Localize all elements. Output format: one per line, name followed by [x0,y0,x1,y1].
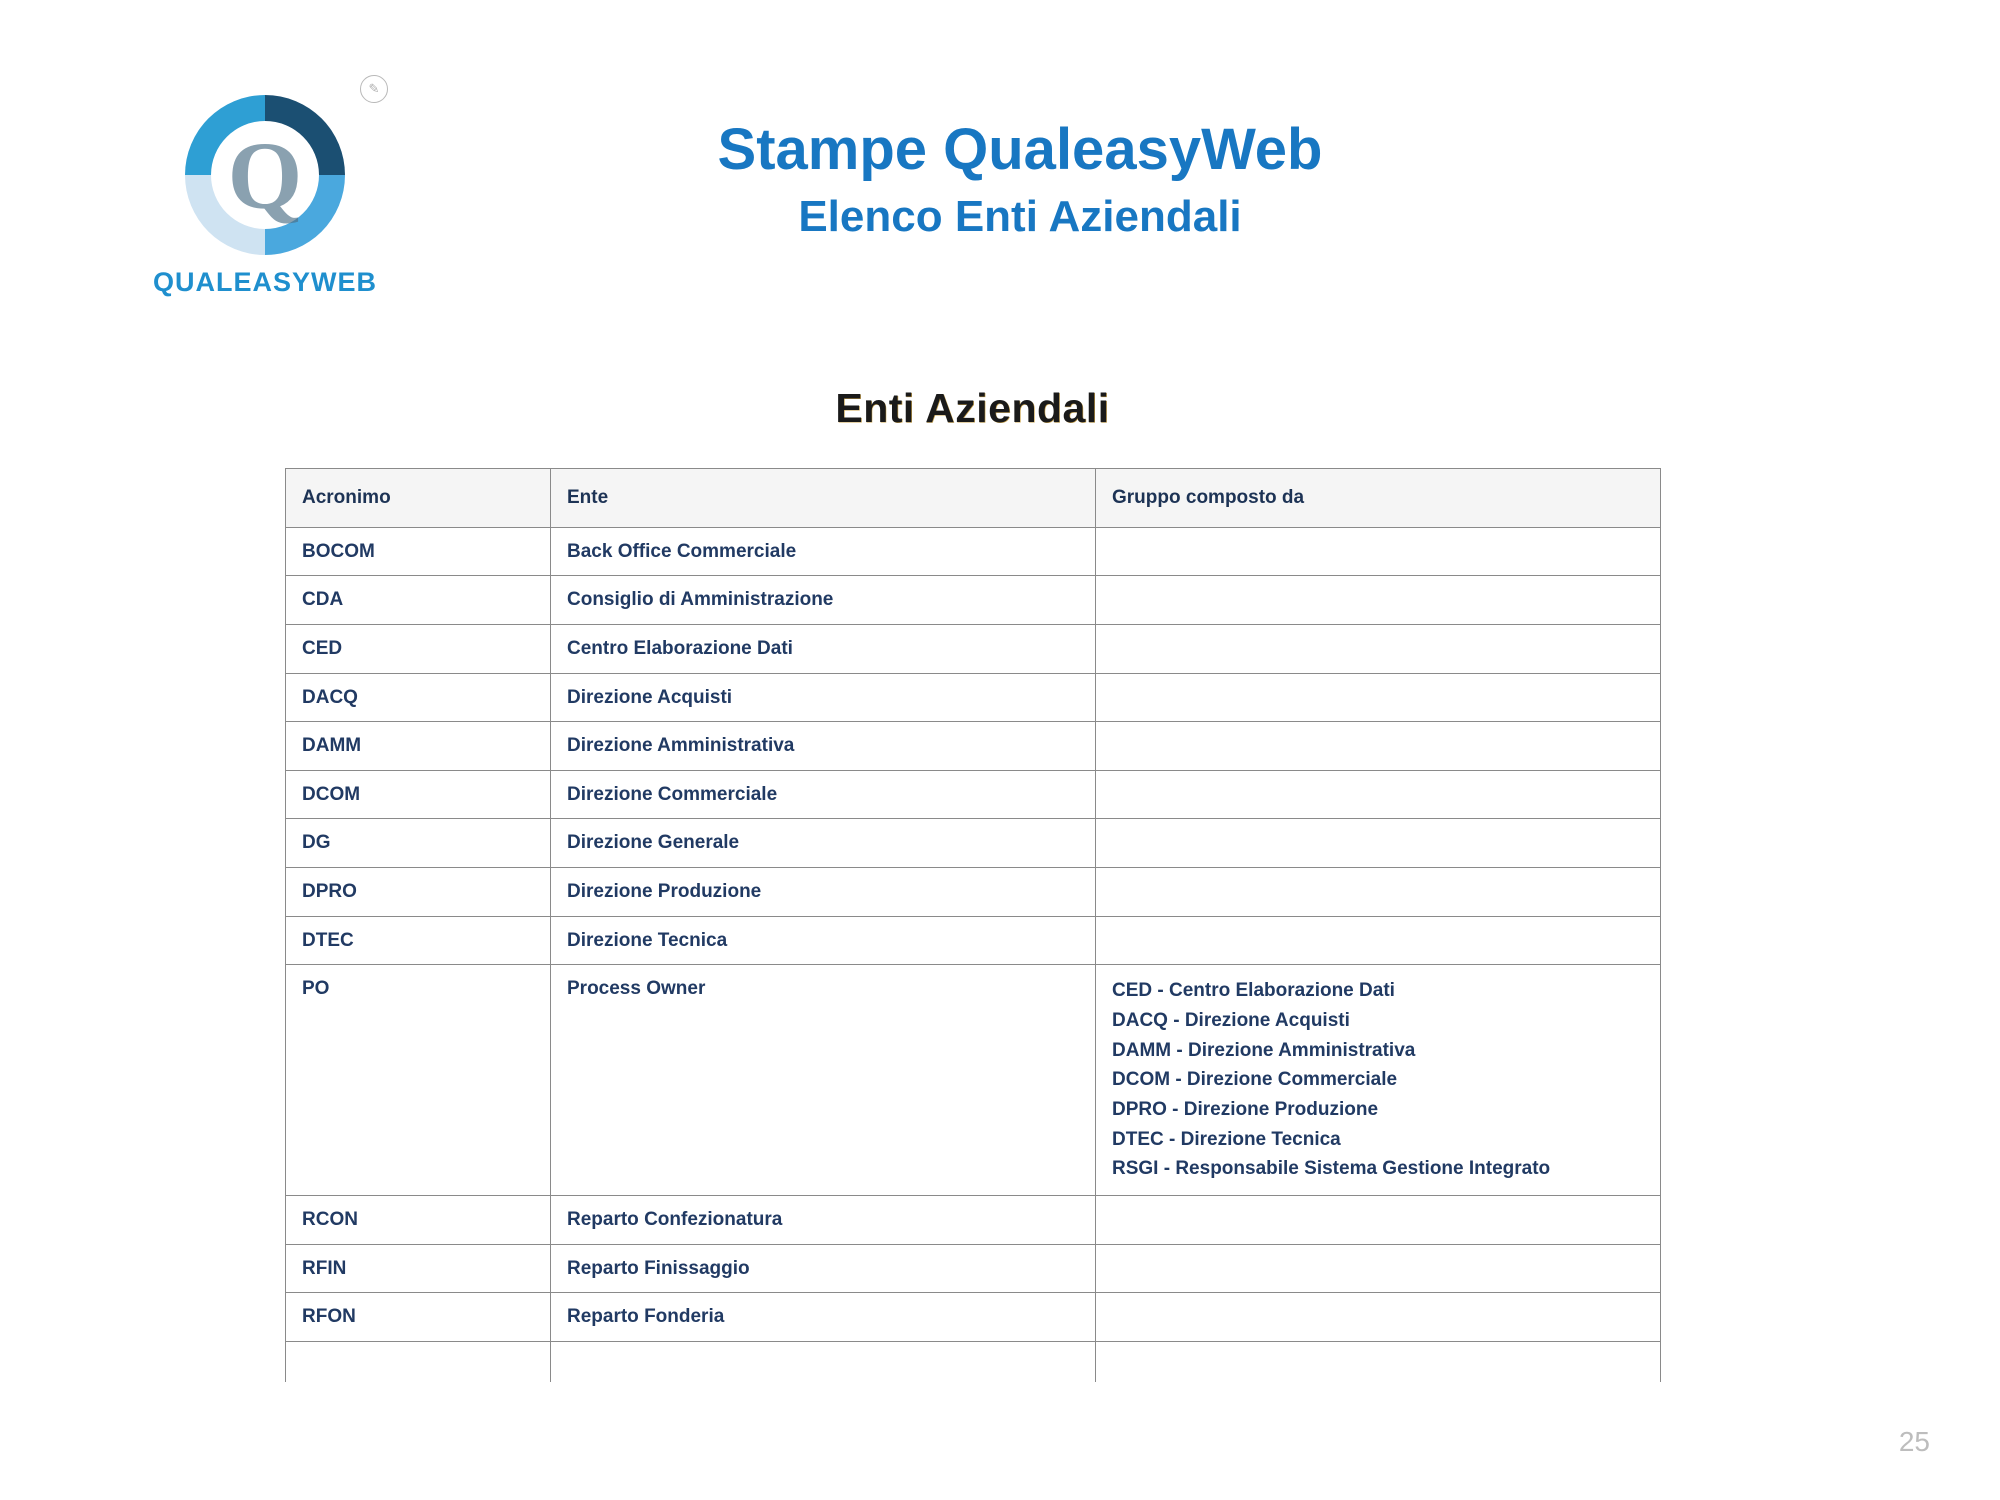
column-header-ente: Ente [551,469,1096,528]
table-row [286,916,1661,965]
cell-ente: Direzione Tecnica [551,916,1096,965]
group-member: DPRO - Direzione Produzione [1112,1098,1379,1120]
report-image [285,385,1660,1382]
cell-ente [551,1341,1096,1382]
logo-wordmark: QUALEASYWEB [152,267,377,297]
cell-acronimo: DG [286,819,551,868]
slide-titles [430,117,1610,241]
group-member: DTEC - Direzione Tecnica [1112,1128,1341,1150]
cell-acronimo [286,1341,551,1382]
page-subtitle: Elenco Enti Aziendali [798,191,1242,241]
table-row [286,673,1661,722]
cell-ente: Direzione Produzione [551,868,1096,917]
cell-gruppo [1096,722,1661,771]
page-title: Stampe QualeasyWeb [717,117,1323,182]
table-row [286,527,1661,576]
cell-acronimo: RCON [286,1195,551,1244]
cell-acronimo: BOCOM [286,527,551,576]
cell-gruppo [1096,819,1661,868]
cell-ente: Direzione Commerciale [551,770,1096,819]
table-row [286,576,1661,625]
cell-gruppo [1096,965,1661,1195]
group-member: DACQ - Direzione Acquisti [1112,1010,1350,1032]
cell-acronimo: DPRO [286,868,551,917]
cell-acronimo: RFIN [286,1244,551,1293]
cell-gruppo [1096,576,1661,625]
cell-acronimo: DCOM [286,770,551,819]
table-row [286,819,1661,868]
cell-gruppo [1096,673,1661,722]
cell-ente: Reparto Fonderia [551,1293,1096,1342]
cell-gruppo [1096,916,1661,965]
column-header-gruppo: Gruppo composto da [1096,469,1661,528]
cell-ente: Consiglio di Amministrazione [551,576,1096,625]
pencil-icon: ✎ [360,75,388,103]
cell-gruppo [1096,868,1661,917]
cell-acronimo: PO [286,965,551,1195]
cell-ente: Reparto Confezionatura [551,1195,1096,1244]
table-row [286,624,1661,673]
table-row [286,722,1661,771]
cell-ente: Process Owner [551,965,1096,1195]
cell-acronimo: DAMM [286,722,551,771]
cell-gruppo [1096,1341,1661,1382]
group-member: DAMM - Direzione Amministrativa [1112,1039,1416,1061]
table-header-row [286,469,1661,528]
logo-mark [185,81,380,255]
table-row [286,1195,1661,1244]
cell-acronimo: CED [286,624,551,673]
table-row [286,1244,1661,1293]
cell-ente: Centro Elaborazione Dati [551,624,1096,673]
cell-gruppo [1096,1244,1661,1293]
cell-acronimo: DACQ [286,673,551,722]
cell-ente: Direzione Amministrativa [551,722,1096,771]
cell-gruppo [1096,624,1661,673]
cell-gruppo [1096,527,1661,576]
cell-ente: Reparto Finissaggio [551,1244,1096,1293]
report-title: Enti Aziendali [835,385,1110,431]
cell-acronimo: RFON [286,1293,551,1342]
cell-gruppo [1096,770,1661,819]
cell-ente: Direzione Generale [551,819,1096,868]
group-member: DCOM - Direzione Commerciale [1112,1069,1398,1091]
enti-table [285,468,1661,1382]
group-member: CED - Centro Elaborazione Dati [1112,980,1395,1002]
column-header-acronimo: Acronimo [286,469,551,528]
cell-gruppo [1096,1195,1661,1244]
table-body [286,527,1661,1382]
logo [140,81,390,298]
logo-letter: Q [227,121,303,229]
cell-acronimo: CDA [286,576,551,625]
cell-ente: Direzione Acquisti [551,673,1096,722]
table-row [286,965,1661,1195]
group-member: RSGI - Responsabile Sistema Gestione Integrato [1112,1158,1551,1180]
cell-gruppo [1096,1293,1661,1342]
table-row [286,868,1661,917]
cell-ente: Back Office Commerciale [551,527,1096,576]
table-row [286,1293,1661,1342]
page-number: 25 [1898,1426,1930,1457]
table-row [286,770,1661,819]
cell-acronimo: DTEC [286,916,551,965]
table-row-clipped [286,1341,1661,1382]
